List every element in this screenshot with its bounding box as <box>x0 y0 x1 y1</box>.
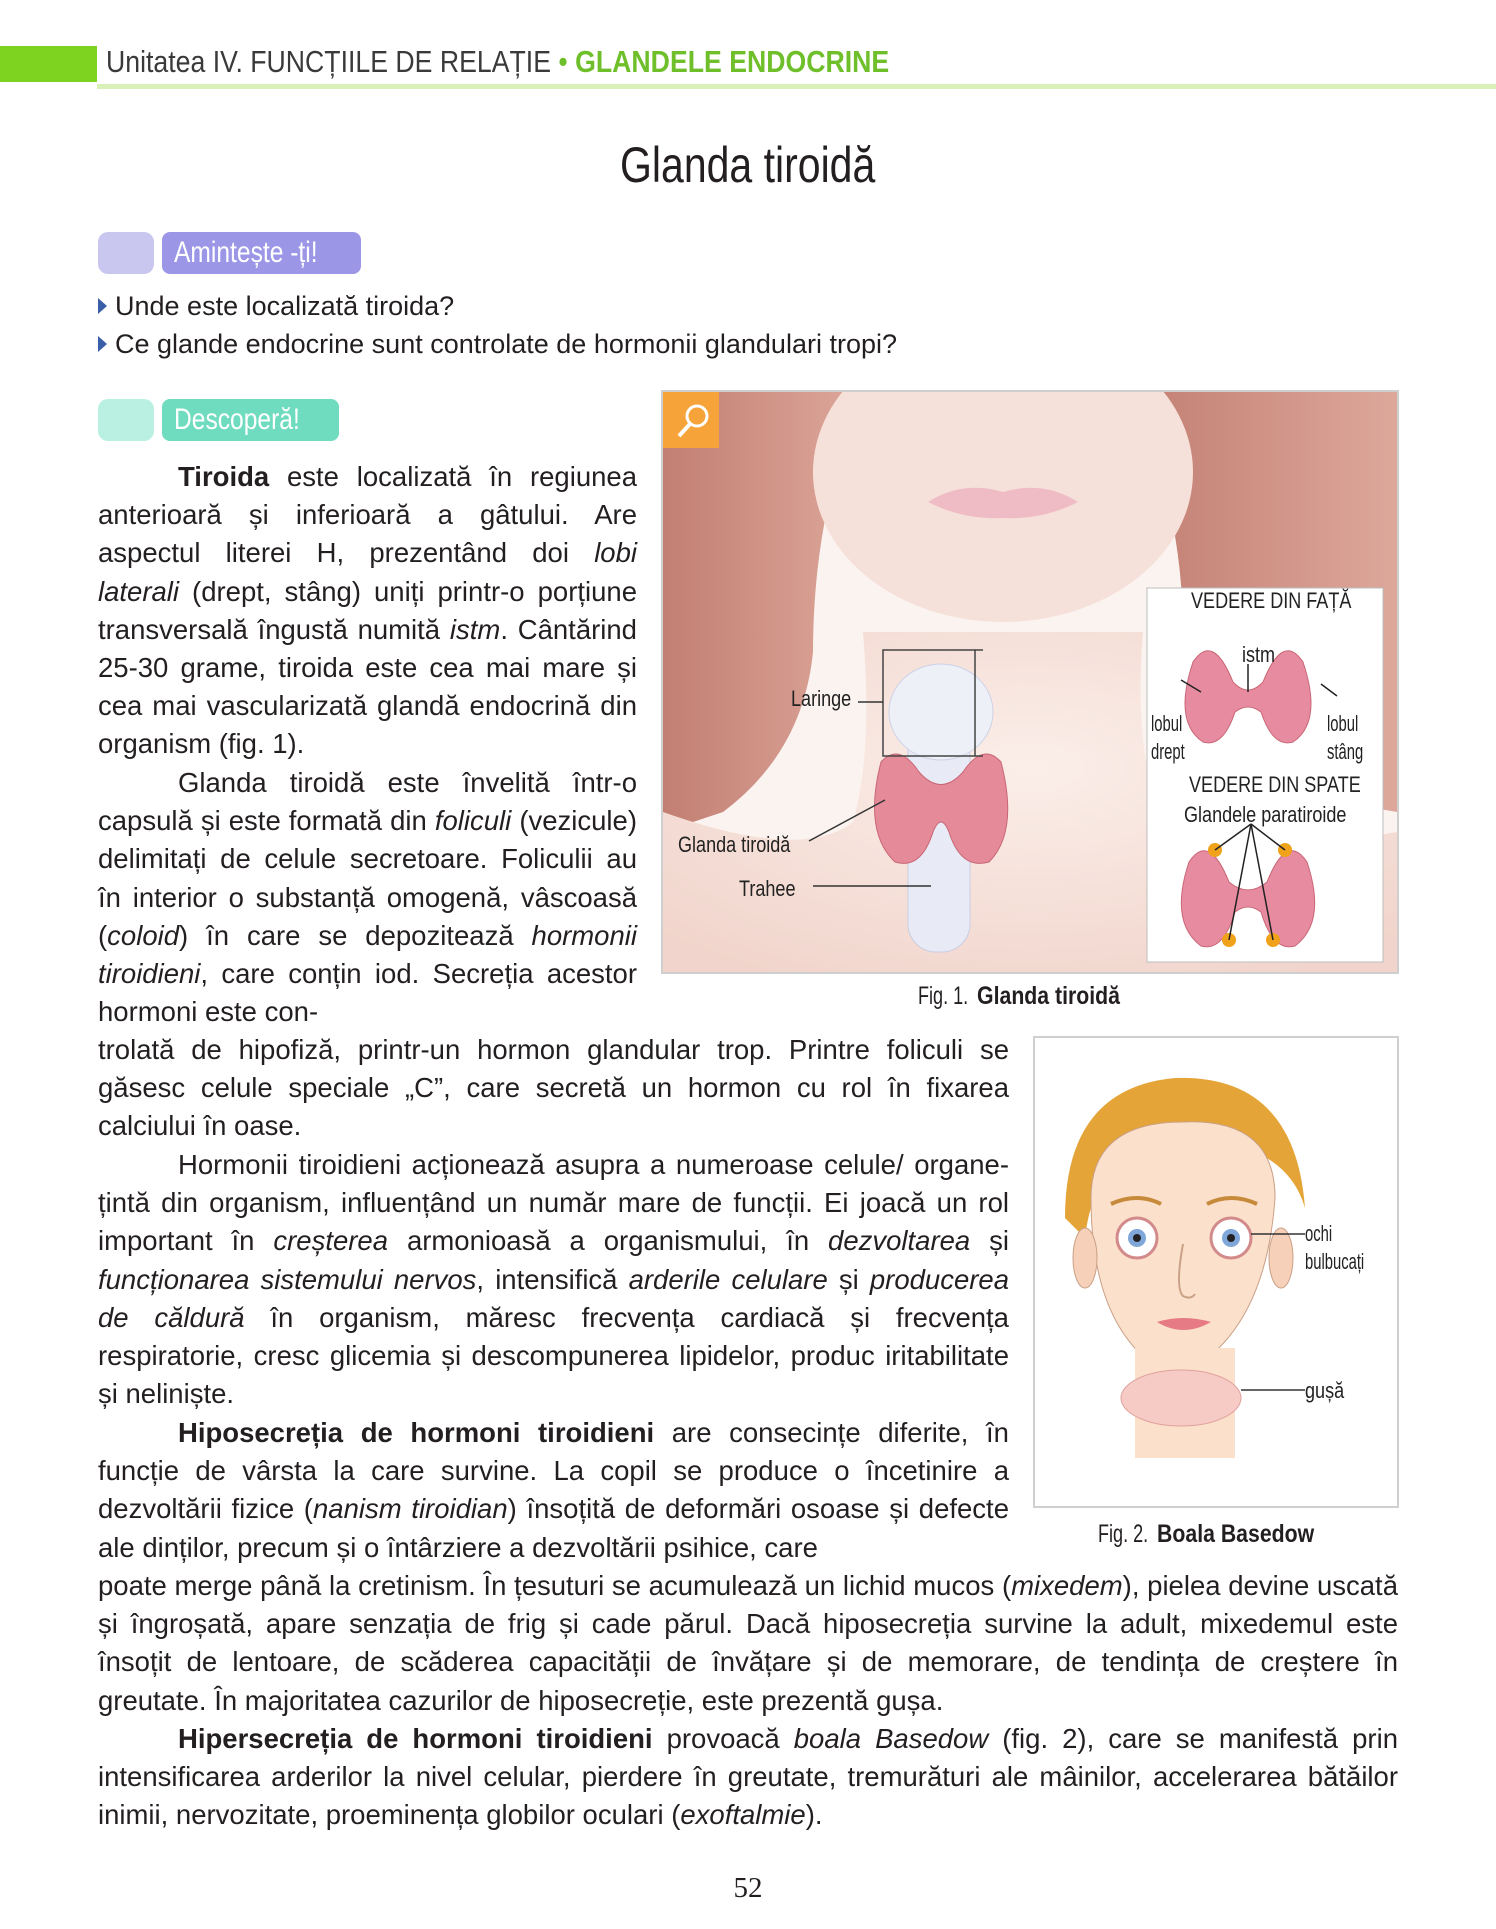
paragraph-thyroid-location: Tiroida este localizată în regiunea anterioară și inferioară a gâtului. Are aspectul literei H, prezentând doi lobi laterali (drept, stâng) uniți printr-o porțiune transversală îngustă numită istm. Cântărind 25-30 grame, tiroida este cea mai mare și cea mai vascularizată glandă endocrină din organism (fig. 1). <box>98 461 637 760</box>
discover-tag: Descoperă! <box>162 399 339 441</box>
bullet-icon <box>98 298 107 314</box>
paragraph-hyposecretion-cont: poate merge până la cretinism. În țesuturi se acumulează un lichid mucos (mixedem), pielea devine uscată și îngroșată, apare senzația de frig și cade părul. Dacă hiposecreția survine la adult, mixedemul este însoțit de lentoare, de scăderea capacității de învățare și de memorare, de tendința de creștere în greutate. În majoritatea cazurilor de hiposecreție, este prezentă gușa. <box>98 1570 1398 1716</box>
label-larynx: Laringe <box>791 686 852 711</box>
figure-1-thyroid <box>661 390 1399 974</box>
header-accent-bar <box>0 46 97 82</box>
label-thyroid: Glanda tiroidă <box>678 832 791 857</box>
paragraph-thyroid-structure: Glanda tiroidă este învelită într-o capsulă și este formată din foliculi (vezicule) delimitați de celule secretoare. Foliculii au în interior o substanță omogenă, vâscoasă (coloid) în care se depozitează hormonii tiroidieni, care conțin iod. Secreția acestor hormoni este con- <box>98 767 637 1028</box>
label-trachea: Trahee <box>739 876 796 901</box>
figure-1-caption: Fig. 1.Glanda tiroidă <box>918 982 1120 1010</box>
label-isthmus: istm <box>1242 642 1276 667</box>
header-rule <box>97 84 1496 89</box>
label-bulging-eyes: ochi bulbucați <box>1305 1221 1365 1274</box>
paragraph-hyposecretion: Hiposecreția de hormoni tiroidieni are consecințe diferite, în funcție de vârsta la care survine. La copil se produce o încetinire a dezvoltării fizice (nanism tiroidian) însoțită de deformări osoase și defecte ale dinților, precum și o întârziere a dezvoltării psihice, care <box>98 1417 1009 1563</box>
label-goiter: gușă <box>1305 1378 1345 1403</box>
paragraph-structure-cont: trolată de hipofiză, printr-un hormon glandular trop. Printre foliculi se găsesc celule speciale „C”, care secretă un hormon cu rol în fixarea calciului în oase. <box>98 1034 1009 1142</box>
recall-question: Ce glande endocrine sunt controlate de hormonii glandulari tropi? <box>98 326 897 362</box>
figure-2-caption: Fig. 2.Boala Basedow <box>1098 1520 1315 1548</box>
recall-question: Unde este localizată tiroida? <box>98 288 454 324</box>
page-title: Glanda tiroidă <box>620 137 876 193</box>
label-back-view: VEDERE DIN SPATE <box>1189 772 1361 797</box>
page-number: 52 <box>733 1872 763 1904</box>
label-front-view: VEDERE DIN FAȚĂ <box>1191 588 1352 613</box>
paragraph-hormone-effects: Hormonii tiroidieni acționează asupra a numeroase celule/ organe-țintă din organism, influențând un număr mare de funcții. Ei joacă un rol important în creșterea armonioasă a organismului, în dezvoltarea și funcționarea sistemului nervos, intensifică arderile celulare și producerea de căldură în organism, măresc frecvența cardiacă și frecvența respiratorie, cresc glicemia și descompunerea lipidelor, produc iritabilitate și neliniște. <box>98 1149 1010 1410</box>
bullet-icon <box>98 336 107 352</box>
recall-tag: Amintește -ți! <box>162 232 361 274</box>
label-right-lobe: lobul drept <box>1151 711 1185 764</box>
label-left-lobe: lobul stâng <box>1327 711 1364 764</box>
paragraph-hypersecretion: Hipersecreția de hormoni tiroidieni provoacă boala Basedow (fig. 2), care se manifestă prin intensificarea arderilor la nivel celular, pierdere în greutate, tremurături ale mâinilor, accelerarea bătăilor inimii, nervozitate, proeminența globilor oculari (exoftalmie). <box>98 1723 1398 1831</box>
recall-tag-swatch <box>98 232 154 274</box>
figure-2-basedow <box>1033 1036 1399 1508</box>
discover-tag-swatch <box>98 399 154 441</box>
chapter-title: GLANDELE ENDOCRINE <box>575 44 890 79</box>
running-header <box>106 44 889 80</box>
unit-title: Unitatea IV. FUNCȚIILE DE RELAȚIE <box>106 44 551 79</box>
label-parathyroid: Glandele paratiroide <box>1184 802 1347 827</box>
header-separator: • <box>558 44 568 79</box>
